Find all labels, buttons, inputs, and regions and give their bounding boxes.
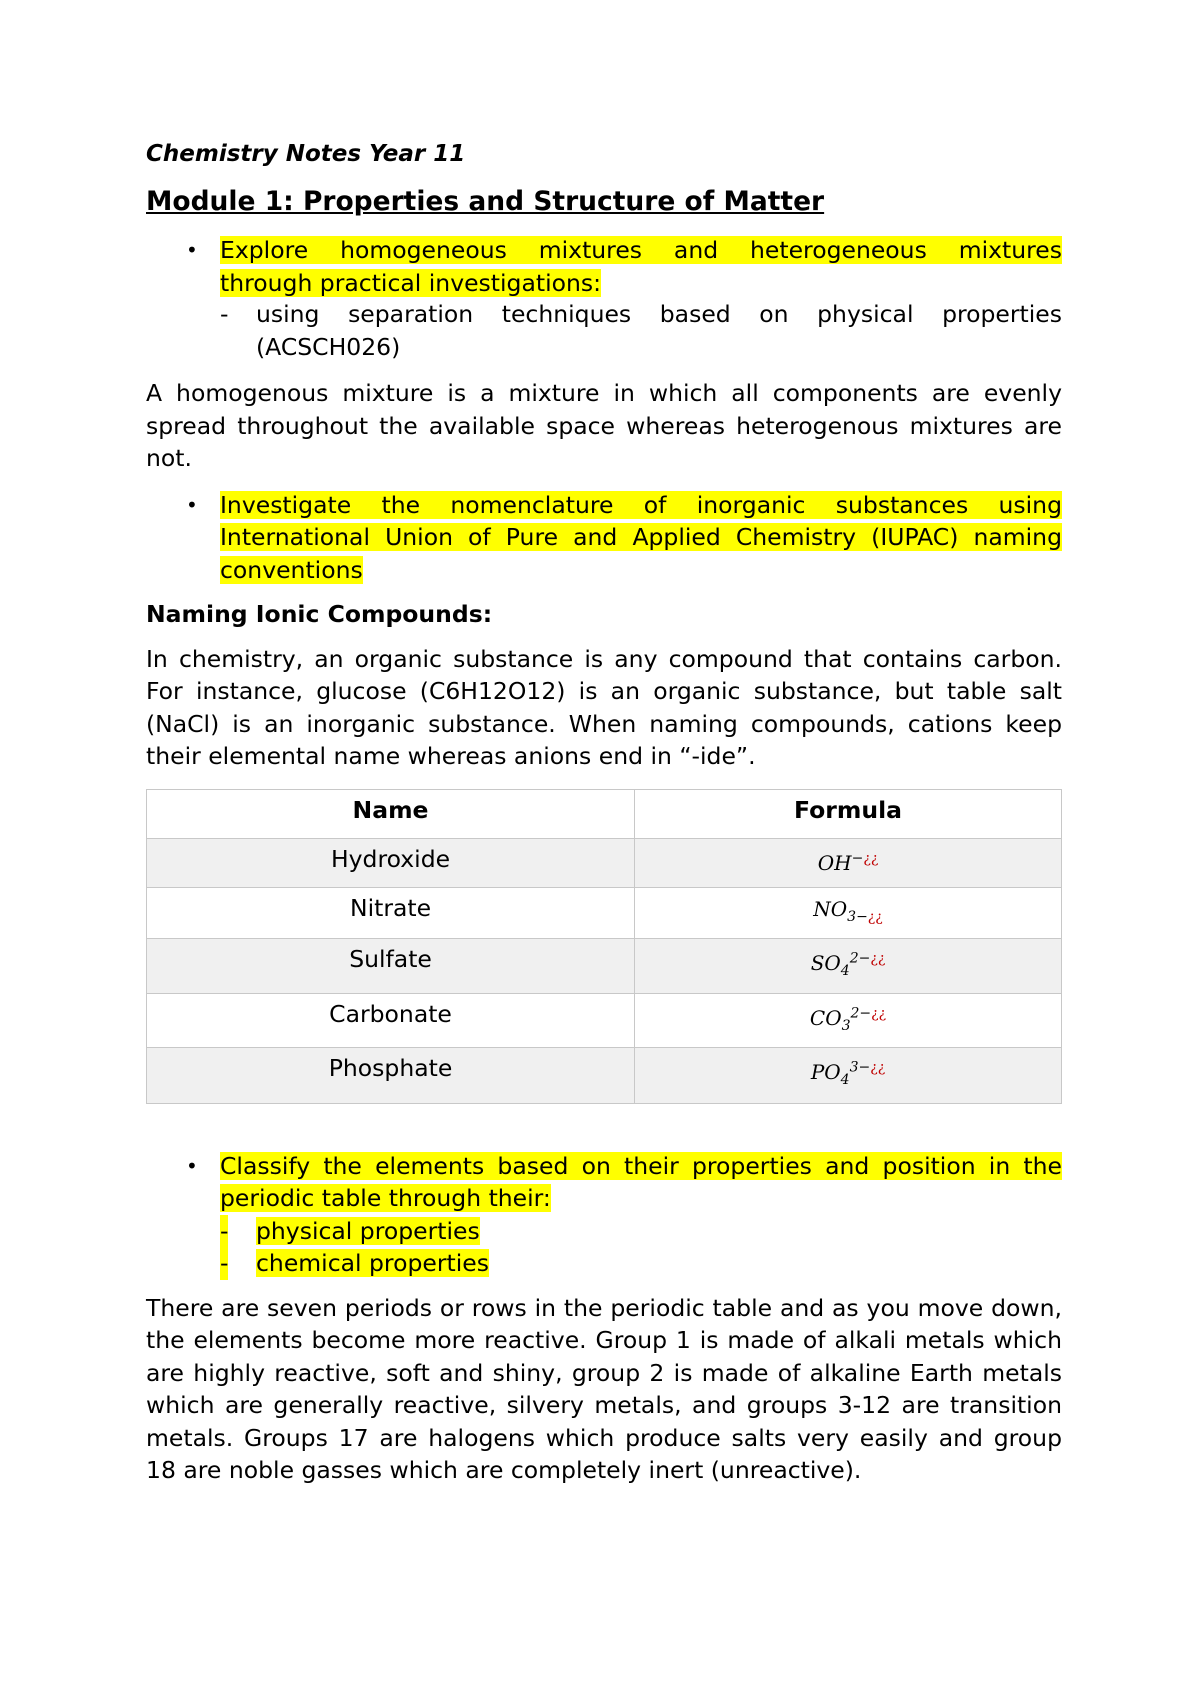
- table-row: [147, 838, 1062, 887]
- dash-marker: -: [220, 1215, 228, 1248]
- sub-point-separation: [146, 298, 1062, 363]
- bullet-icon: •: [186, 492, 198, 517]
- cell-formula: $PO_4^{3-¿¿}$: [635, 1047, 1062, 1103]
- bullet-classify-elements: [146, 1150, 1062, 1215]
- bullet-text-line: Classify the elements based on their properties and position in the: [220, 1151, 1062, 1180]
- table-row: [147, 938, 1062, 993]
- bullet-explore-mixtures: [146, 234, 1062, 299]
- bullet-text-line: through practical investigations:: [220, 268, 602, 297]
- cell-formula: $CO_3^{2-¿¿}$: [635, 993, 1062, 1047]
- anion-table: [146, 789, 1062, 1104]
- dash-marker: -: [220, 1247, 228, 1280]
- document-title: Chemistry Notes Year 11: [146, 141, 466, 167]
- bullet-text-line: International Union of Pure and Applied Chemistry (IUPAC) naming: [220, 523, 1062, 551]
- bullet-text-line: conventions: [220, 555, 363, 584]
- sub-point-chemical: [146, 1247, 1062, 1280]
- sub-point-physical: [146, 1215, 1062, 1248]
- table-row: [147, 1047, 1062, 1103]
- cell-name: Hydroxide: [147, 838, 635, 887]
- bullet-text-line: Explore homogeneous mixtures and heterogeneous mixtures: [220, 236, 1062, 264]
- bullet-icon: •: [186, 238, 198, 262]
- dash-marker: -: [220, 300, 229, 328]
- sub-point-text: using separation techniques based on physical properties: [256, 300, 1062, 328]
- cell-name: Nitrate: [147, 887, 635, 938]
- cell-name: Sulfate: [147, 938, 635, 993]
- cell-name: Phosphate: [147, 1047, 635, 1103]
- cell-formula: $NO_{3-¿¿}$: [635, 887, 1062, 938]
- paragraph-periodic-table: There are seven periods or rows in the periodic table and as you move down, the elements become more reactive. Group 1 is made of alkali metals which are highly reactive, soft and shiny, group 2 is made of alkaline Earth metals which are generally reactive, silvery metals, and groups 3-12 are transition metals. Groups 17 are halogens which produce salts very easily and group 18 are noble gasses which are completely inert (unreactive).: [146, 1293, 1062, 1484]
- bullet-nomenclature: [146, 489, 1062, 587]
- bullet-text-line: periodic table through their:: [220, 1184, 551, 1212]
- table-row: [147, 993, 1062, 1047]
- sub-point-text: physical properties: [256, 1216, 480, 1245]
- table-row: [147, 887, 1062, 938]
- sub-point-text: chemical properties: [256, 1249, 489, 1277]
- paragraph-organic: In chemistry, an organic substance is any compound that contains carbon. For instance, glucose (C6H12O12) is an organic substance, but table salt (NaCl) is an inorganic substance. When naming compounds, cations keep their elemental name whereas anions end in “-ide”.: [146, 644, 1062, 770]
- bullet-text-line: Investigate the nomenclature of inorganic substances using: [220, 490, 1062, 519]
- cell-formula: OH−¿¿: [635, 838, 1062, 887]
- subheading-naming-ionic: Naming Ionic Compounds:: [146, 600, 493, 628]
- sub-point-text: (ACSCH026): [256, 332, 401, 361]
- bullet-icon: •: [186, 1153, 198, 1178]
- cell-formula: $SO_4^{2-¿¿}$: [635, 938, 1062, 993]
- module-heading: Module 1: Properties and Structure of Matter: [146, 186, 825, 217]
- header-formula: Formula: [635, 789, 1062, 838]
- document-page: [146, 138, 1062, 1487]
- table-header-row: [147, 789, 1062, 838]
- header-name: Name: [147, 789, 635, 838]
- paragraph-homogenous: A homogenous mixture is a mixture in which all components are evenly spread throughout the available space whereas heterogenous mixtures are not.: [146, 379, 1062, 472]
- cell-name: Carbonate: [147, 993, 635, 1047]
